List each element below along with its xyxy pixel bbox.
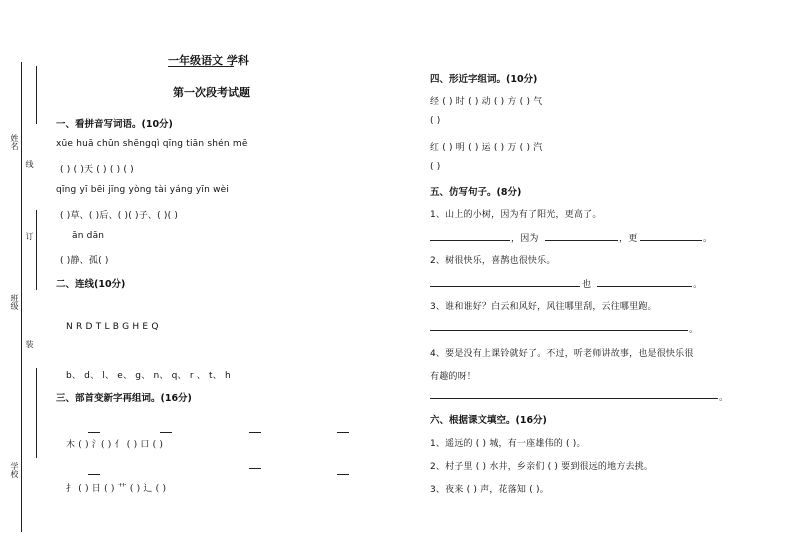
pinyin-line-3: ān dān (72, 231, 105, 241)
s3-underline-1 (88, 432, 100, 433)
fill-q1: 1、遥远的 ( ) 城，有一座雄伟的 ( )。 (430, 439, 586, 449)
q1-blank-3[interactable] (640, 240, 702, 241)
binding-line (21, 62, 22, 532)
s3-underline-5 (88, 474, 100, 475)
fill-q2: 2、村子里 ( ) 水井，乡亲们 ( ) 要到很远的地方去挑。 (430, 462, 654, 472)
class-label: 班级 (10, 294, 19, 310)
pinyin-line-1: xūe huā chūn shēngqì qīng tiān shén mē (56, 139, 248, 149)
section-5-title: 五、仿写句子。(8分) (430, 187, 522, 198)
zhuang-label: 装 (25, 340, 34, 348)
uppercase-letters: N R D T L B G H E Q (66, 322, 159, 332)
blank-line-1: ( ) ( )天 ( ) ( ) ( ) (60, 165, 134, 175)
imitate-q2: 2、树很快乐，喜鹊也很快乐。 (430, 256, 556, 266)
lowercase-letters: b、 d、 l、 e、 g、 n、 q、 r 、 t、 h (66, 371, 231, 381)
imitate-q3: 3、谁和谁好？白云和风好，风往哪里刮，云往哪里跑。 (430, 302, 657, 312)
section-3-title: 三、部首变新字再组词。(16分) (56, 393, 192, 404)
s3-underline-3 (249, 432, 261, 433)
q3-blank[interactable] (430, 330, 688, 331)
name-label: 姓名 (10, 134, 19, 150)
name-blank-line (36, 66, 37, 124)
subject-title: 一年级语文 学科 (168, 54, 249, 67)
similar-char-row-1: 经 ( ) 时 ( ) 动 ( ) 方 ( ) 气 (430, 97, 543, 107)
s3-underline-2 (160, 432, 172, 433)
section-4-title: 四、形近字组词。(10分) (430, 74, 538, 85)
q1-text-c: 。 (703, 234, 713, 244)
imitate-q4: 4、要是没有上课铃就好了。不过，听老师讲故事，也是很快乐很 (430, 349, 694, 359)
pinyin-line-2: qīng yī bēi jīng yòng tài yáng yīn wèi (56, 185, 230, 195)
q1-text-b: ，更 (619, 234, 638, 244)
s3-underline-6 (249, 468, 261, 469)
imitate-q4b: 有趣的呀！ (430, 372, 477, 382)
xian-label: 线 (25, 160, 34, 168)
imitate-q1: 1、山上的小树，因为有了阳光，更高了。 (430, 210, 602, 220)
q2-blank-2[interactable] (597, 286, 692, 287)
ding-label: 订 (25, 232, 34, 240)
q1-blank-2[interactable] (545, 240, 618, 241)
school-label: 学校 (10, 462, 19, 478)
school-blank-line (36, 368, 37, 458)
q1-blank-1[interactable] (430, 240, 510, 241)
q4-text-c: 。 (719, 393, 729, 403)
s3-underline-4 (337, 432, 349, 433)
s3-underline-7 (337, 474, 349, 475)
fill-q3: 3、夜来 ( ) 声，花落知 ( )。 (430, 485, 549, 495)
blank-line-3: ( )静、孤( ) (60, 256, 109, 266)
section-2-title: 二、连线(10分) (56, 279, 126, 290)
q4-blank[interactable] (430, 398, 718, 399)
q2-text-a: 也 (582, 280, 592, 290)
q2-text-b: 。 (693, 280, 703, 290)
similar-char-row-2b: ( ) (430, 162, 441, 172)
section-6-title: 六、根据课文填空。(16分) (430, 415, 547, 426)
q3-text-a: 。 (689, 325, 699, 335)
q1-text-a: ，因为 (511, 234, 539, 244)
exam-title: 第一次段考试题 (173, 86, 250, 99)
section-1-title: 一、看拼音写词语。(10分) (56, 119, 173, 130)
blank-line-2: ( )草、( )后、( )( )子、( )( ) (60, 211, 179, 221)
class-blank-line (36, 210, 37, 290)
subject-underline (168, 66, 234, 67)
radical-row-2: 扌 ( ) 日 ( ) 艹 ( ) 辶 ( ) (66, 484, 167, 494)
similar-char-row-2: 红 ( ) 明 ( ) 运 ( ) 万 ( ) 汽 (430, 143, 543, 153)
radical-row-1: 木 ( ) 氵( ) 亻 ( ) 口 ( ) (66, 440, 164, 450)
similar-char-row-1b: ( ) (430, 116, 441, 126)
q2-blank-1[interactable] (430, 286, 580, 287)
